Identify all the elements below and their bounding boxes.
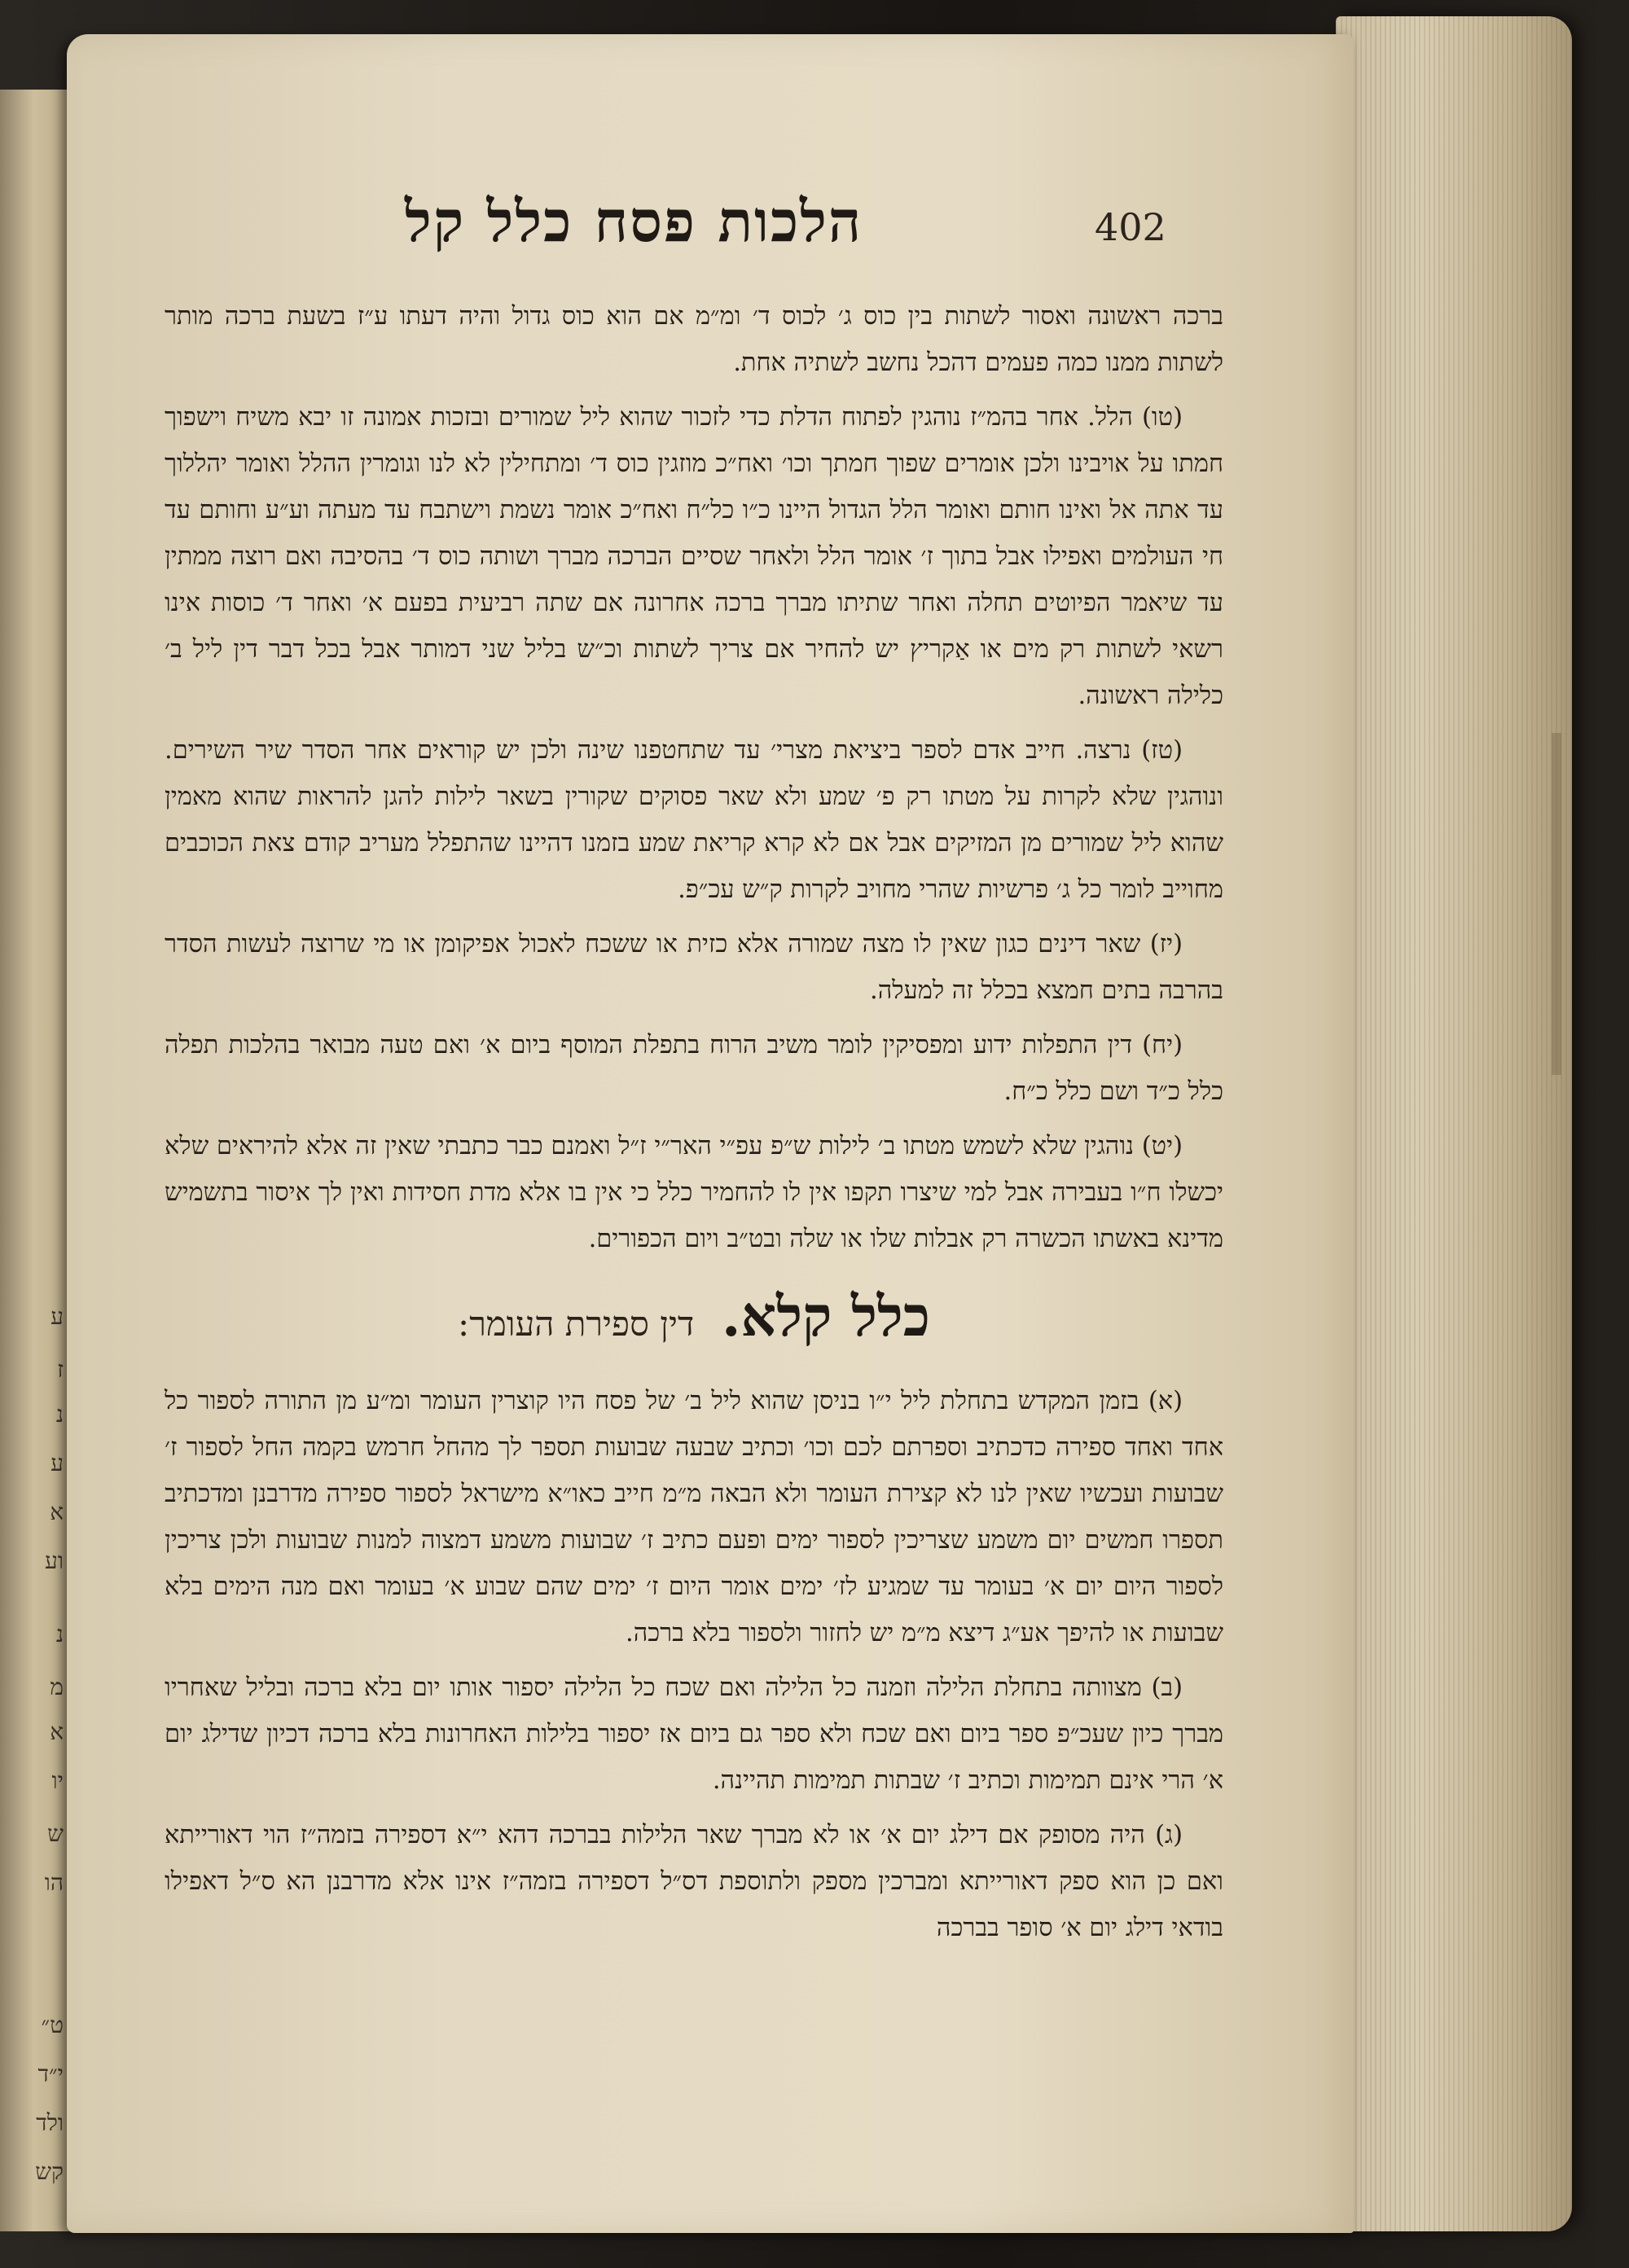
edge-stain: [1552, 733, 1561, 1075]
margin-fragment: א: [50, 1718, 64, 1745]
paragraph: (יז) שאר דינים כגון שאין לו מצה שמורה אלא כזית או ששכח לאכול אפיקומן או מי שרוצה לעשות הסדר בהרבה בתים חמצא בכלל זה למעלה.: [165, 930, 1223, 1005]
margin-fragment: א: [50, 1498, 64, 1525]
margin-fragment: ט״: [41, 2011, 64, 2038]
margin-fragment: ולד: [36, 2109, 64, 2136]
margin-fragment: ז: [57, 1356, 64, 1383]
margin-fragment: ש: [47, 1820, 64, 1847]
margin-fragment: מ: [50, 1674, 64, 1700]
margin-fragment: נ: [55, 1621, 64, 1647]
paragraph: ברכה ראשונה ואסור לשתות בין כוס ג׳ לכוס ד׳ ומ״מ אם הוא כוס גדול והיה דעתו ע״ז בשעת ברכה מותר לשתות ממנו כמה פעמים דהכל נחשב לשתיה אחת.: [165, 302, 1223, 377]
paragraph: (יט) נוהגין שלא לשמש מטתו ב׳ לילות ש״פ עפ״י האר״י ז״ל ואמנם כבר כתבתי שאין זה אלא להיראים שלא יכשלו ח״ו בעבירה אבל למי שיצרו תקפו אין לו להחמיר כלל כי אין בו אלא מדת חסידות ואין לך איסור בתשמיש מדינא באשתו הכשרה רק אבלות שלו או שלה ובט״ב ויום הכפורים.: [165, 1132, 1223, 1253]
paragraph: (ב) מצוותה בתחלת הלילה וזמנה כל הלילה ואם שכח כל הלילה יספור אותו יום בלא ברכה ובליל שאחריו מברך כיון שעכ״פ ספר ביום ואם שכח ולא ספר גם ביום אז יספור בלילות האחרונות בלא ברכה דכיון שדילג יום א׳ הרי אינם תמימות וכתיב ז׳ שבתות תמימות תהיינה.: [165, 1674, 1223, 1795]
paragraph: (טו) הלל. אחר בהמ״ז נוהגין לפתוח הדלת כדי לזכור שהוא ליל שמורים ובזכות אמונה זו יבא משיח וישפוך חמתו על אויבינו ולכן אומרים שפוך חמתך וכו׳ ואח״כ מוזגין כוס ד׳ ומתחילין לא לנו וגומרין ההלל ואומר יהללוך עד אתה אל ואינו חותם ואומר הלל הגדול היינו כ״ו כל״ח ואח״כ אומר נשמת וישתבח עד מעתה וע״ע וחותם עד חי העולמים ואפילו אבל בתוך ז׳ אומר הלל ולאחר שסיים הברכה מברך ושותה כוס ד׳ בהסיבה ואם רוצה ממתין עד שיאמר הפיוטים תחלה ואחר שתיתו מברך ברכה אחרונה אם שתה רביעית בפעם א׳ ואחר ד׳ כוסות אינו רשאי לשתות רק מים או אַקריץ יש להחיר אם צריך לשתות וכ״ש בליל שני דמותר אבל בכל דבר דין ליל ב׳ כלילה ראשונה.: [165, 403, 1223, 710]
page-number: 402: [1095, 205, 1166, 249]
margin-fragment: וע: [44, 1547, 64, 1574]
book-page-edges: [1336, 16, 1572, 2231]
margin-fragment: נ: [55, 1401, 64, 1428]
previous-page-edge: [0, 90, 77, 2231]
page-header: [67, 165, 1354, 262]
paragraph: (טז) נרצה. חייב אדם לספר ביציאת מצרי׳ עד שתחטפנו שינה ולכן יש קוראים אחר הסדר שיר השירים. ונוהגין שלא לקרות על מטתו רק פ׳ שמע ולא שאר פסוקים שקורין בשאר לילות להגן להראות שהוא מאמין שהוא ליל שמורים מן המזיקים אבל אם לא קרא קריאת שמע בזמנו דהיינו שהתפלל מעריב קודם צאת הכוכבים מחוייב לומר כל ג׳ פרשיות שהרי מחויב לקרות ק״ש עכ״פ.: [165, 736, 1223, 904]
margin-fragment: י״ד: [37, 2060, 64, 2087]
margin-fragment: הו: [44, 1869, 64, 1896]
body-text: [165, 293, 1223, 1959]
running-title: הלכות פסח כלל קל: [405, 187, 863, 255]
paragraph: (א) בזמן המקדש בתחלת ליל י״ו בניסן שהוא ליל ב׳ של פסח היו קוצרין העומר ומ״ע מן התורה לספור כל אחד ואחד ספירה כדכתיב וספרתם לכם וכו׳ וכתיב שבעה שבועות תספר לך מהחל חרמש בקמה החל לספור ז׳ שבועות ועכשיו שאין לנו לא קצירת העומר ולא הבאה מ״מ חייב כאו״א מישראל לספור ספירה מדרבנן ומדכתיב תספרו חמשים יום משמע שצריכין לספור ימים ופעם כתיב ז׳ שבועות משמע דמצוה למנות שבועות ולכן צריכין לספור היום יום א׳ בעומר עד שמגיע לז׳ ימים אומר היום ז׳ ימים שהם שבוע א׳ בעומר ואם מנה הימים בלא שבועות או להיפך אע״ג דיצא מ״מ יש לחזור ולספור בלא ברכה.: [165, 1387, 1223, 1647]
margin-fragment: ע: [50, 1450, 64, 1476]
section-heading: [165, 1280, 1223, 1365]
section-title: כלל קלא.: [721, 1284, 930, 1349]
paragraph: (יח) דין התפלות ידוע ומפסיקין לומר משיב הרוח בתפלת המוסף ביום א׳ ואם טעה מבואר בהלכות תפלה כלל כ״ד ושם כלל כ״ח.: [165, 1031, 1223, 1106]
paragraph: (ג) היה מסופק אם דילג יום א׳ או לא מברך שאר הלילות בברכה דהא י״א דספירה בזמה״ז הוי דאורייתא ואם כן הוא ספק דאורייתא ומברכין מספק ולתוספת דס״ל דספירה בזמה״ז אינו אלא מדרבנן הא ס״ל דאפילו בודאי דילג יום א׳ סופר בברכה: [165, 1821, 1223, 1942]
margin-fragment: יו: [51, 1767, 64, 1794]
margin-fragment: קש: [35, 2158, 64, 2185]
margin-fragment: ע: [50, 1303, 64, 1330]
book-page: [67, 34, 1354, 2233]
section-subtitle: דין ספירת העומר:: [458, 1304, 695, 1344]
